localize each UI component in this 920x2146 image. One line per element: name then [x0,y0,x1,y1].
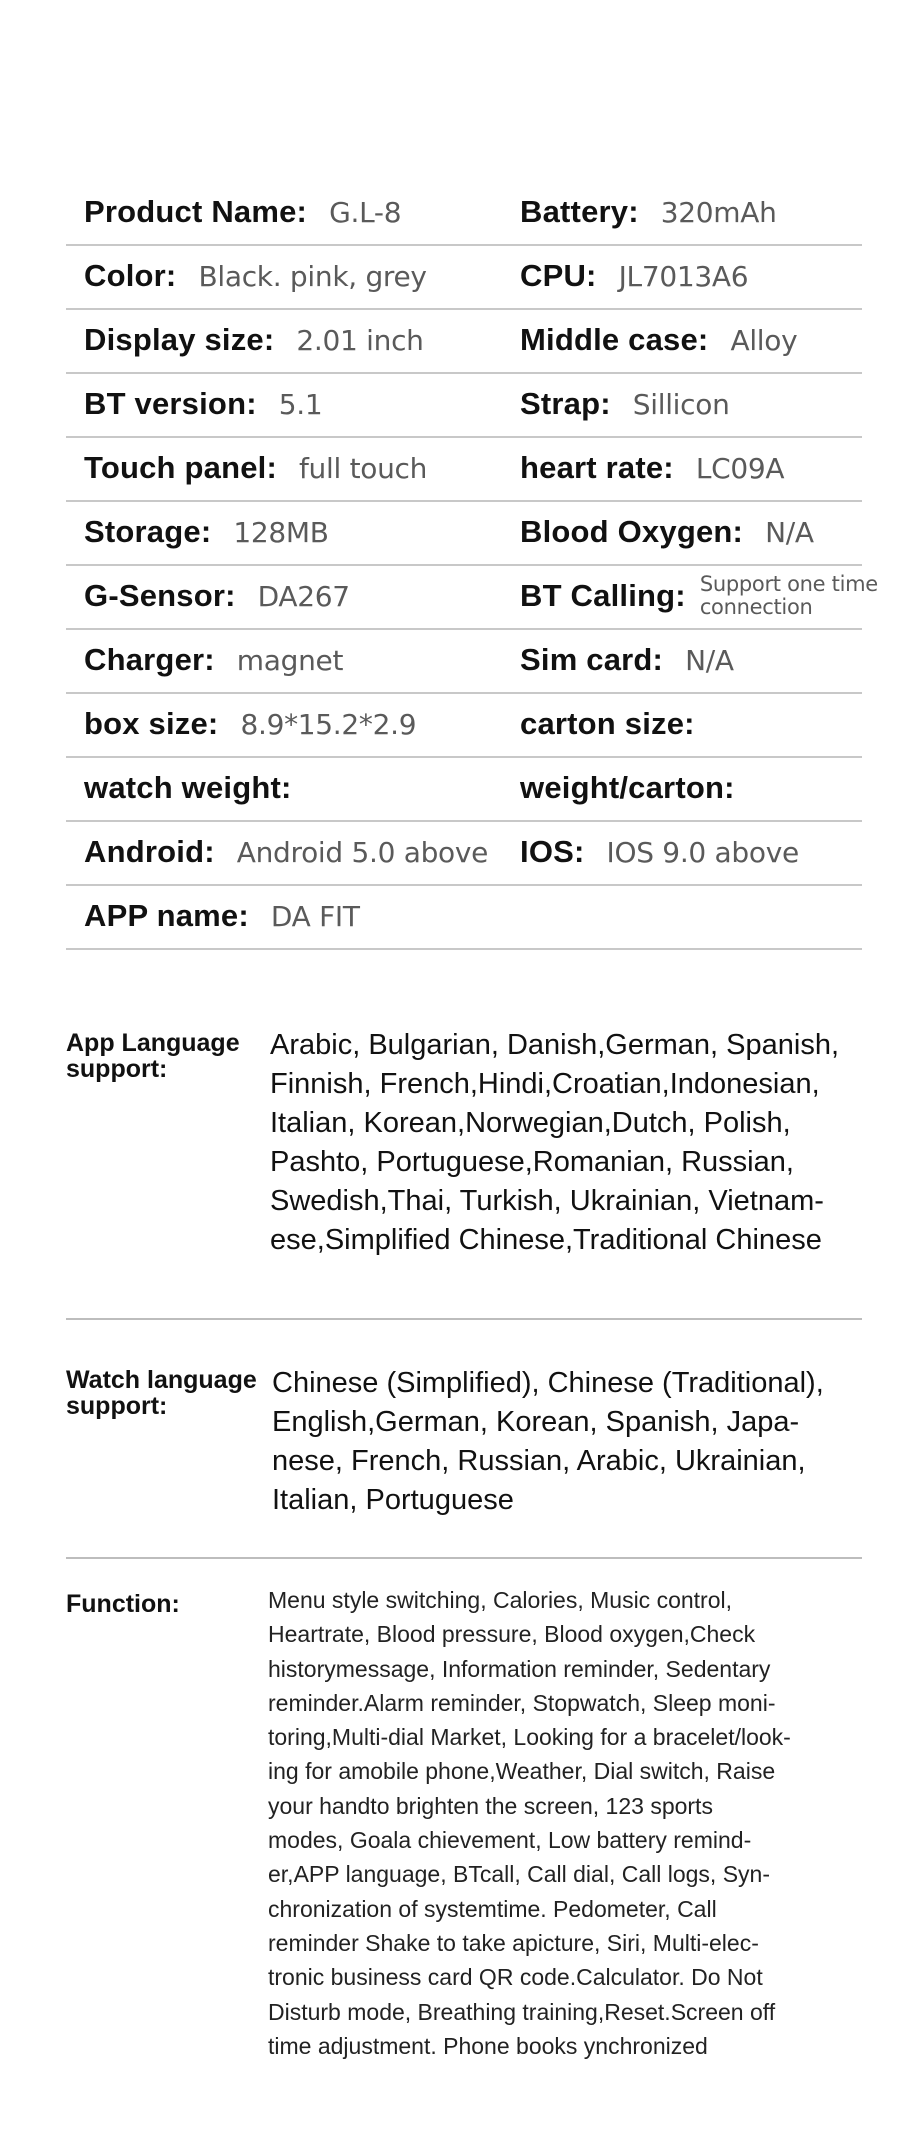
spec-value: full touch [299,451,428,485]
spec-row [66,756,862,822]
spec-label: Product Name: [84,194,308,229]
spec-value: JL7013A6 [618,259,749,293]
spec-label: Storage: [84,514,212,549]
spec-value: IOS 9.0 above [606,835,799,869]
app-language-line: Swedish,Thai, Turkish, Ukrainian, Vietnam- [270,1185,824,1217]
app-language-divider [66,1318,862,1320]
watch-language-line: English,German, Korean, Spanish, Japa- [272,1406,800,1438]
function-list [268,1583,791,2063]
spec-cell-left [84,244,427,308]
function-line: historymessage, Information reminder, Sedentary [268,1655,771,1682]
app-language-line: Pashto, Portuguese,Romanian, Russian, [270,1146,794,1178]
spec-row [66,244,862,310]
function-line: Disturb mode, Breathing training,Reset.Screen off [268,1998,776,2025]
spec-label: Battery: [520,194,639,229]
app-language-line: ese,Simplified Chinese,Traditional Chinese [270,1224,822,1256]
spec-row [66,500,862,566]
spec-label: Charger: [84,642,215,677]
spec-row [66,692,862,758]
spec-label: Sim card: [520,642,664,677]
spec-cell-right [520,628,734,692]
spec-label: Android: [84,834,215,869]
spec-cell-left [84,564,350,628]
spec-value: Black. pink, grey [198,259,427,293]
spec-label: APP name: [84,898,249,933]
function-line: er,APP language, BTcall, Call dial, Call logs, Syn- [268,1861,771,1888]
spec-value: N/A [685,643,734,677]
spec-label: carton size: [520,706,695,741]
spec-cell-right [520,820,799,884]
spec-label: Blood Oxygen: [520,514,744,549]
spec-cell-right [520,500,814,564]
spec-row [66,308,862,374]
spec-cell-right [520,756,735,820]
spec-cell-left [84,436,427,500]
spec-label: Middle case: [520,322,709,357]
function-section [66,1583,862,2083]
app-language-label-line2: support: [66,1055,168,1083]
watch-language-section [66,1367,862,1547]
spec-label: BT Calling: [520,578,686,613]
spec-value: G.L-8 [329,195,402,229]
spec-cell-left [84,628,343,692]
function-line: Menu style switching, Calories, Music control, [268,1587,732,1613]
spec-cell-left [84,820,488,884]
spec-cell-right [520,308,797,372]
spec-cell-right [520,244,748,308]
function-line: tronic business card QR code.Calculator. Do Not [268,1964,763,1991]
spec-value: DA FIT [270,899,360,933]
function-line: reminder.Alarm reminder, Stopwatch, Sleep moni- [268,1689,776,1716]
function-line: your handto brighten the screen, 123 sports [268,1792,713,1819]
app-language-line: Finnish, French,Hindi,Croatian,Indonesian, [270,1068,820,1100]
spec-row [66,564,878,630]
watch-language-label [66,1367,257,1419]
spec-value: Android 5.0 above [236,835,489,869]
spec-cell-left [84,692,416,756]
app-language-list [270,1026,839,1260]
spec-cell-left [84,756,292,820]
app-language-section [66,1030,862,1290]
spec-row [66,436,862,502]
function-line: Heartrate, Blood pressure, Blood oxygen,Check [268,1621,756,1648]
watch-language-line: Chinese (Simplified), Chinese (Traditional), [272,1367,824,1399]
function-line: toring,Multi-dial Market, Looking for a bracelet/look- [268,1724,791,1751]
spec-label: G-Sensor: [84,578,236,613]
app-language-line: Italian, Korean,Norwegian,Dutch, Polish, [270,1107,791,1139]
function-line: time adjustment. Phone books ynchronized [268,2032,708,2059]
spec-value: Alloy [730,323,798,357]
app-language-label [66,1030,240,1082]
spec-label: watch weight: [84,770,292,805]
spec-label: Display size: [84,322,275,357]
spec-row [66,372,862,438]
spec-cell-right [520,692,695,756]
spec-cell-right [520,180,777,244]
spec-label: Touch panel: [84,450,277,485]
watch-language-list [272,1364,824,1520]
spec-cell-left [84,308,424,372]
spec-label: heart rate: [520,450,674,485]
spec-label: IOS: [520,834,585,869]
spec-value: 320mAh [660,195,777,229]
spec-value: Sillicon [632,387,730,421]
spec-value: 128MB [233,515,329,549]
spec-value: magnet [236,643,344,677]
spec-cell-left [84,372,322,436]
spec-label: CPU: [520,258,597,293]
spec-cell-right [520,564,890,628]
function-line: modes, Goala chievement, Low battery remind- [268,1827,752,1854]
watch-language-label-line2: support: [66,1392,168,1420]
spec-cell-right [520,372,730,436]
spec-value: Support one time connection [699,572,878,619]
spec-label: weight/carton: [520,770,735,805]
watch-language-divider [66,1557,862,1559]
spec-row [66,884,862,950]
spec-cell-left [84,180,401,244]
watch-language-label-line1: Watch language [66,1366,257,1394]
spec-label: box size: [84,706,219,741]
app-language-label-line1: App Language [66,1029,240,1057]
function-label: Function: [66,1590,180,1618]
app-language-line: Arabic, Bulgarian, Danish,German, Spanish, [270,1029,840,1061]
spec-value: 2.01 inch [296,323,424,357]
spec-label: Color: [84,258,177,293]
spec-value: 8.9*15.2*2.9 [240,707,417,741]
watch-language-line: nese, French, Russian, Arabic, Ukrainian, [272,1445,806,1477]
spec-cell-left [84,884,360,948]
spec-value: DA267 [257,579,350,613]
spec-value: 5.1 [278,387,323,421]
spec-value: LC09A [695,451,785,485]
watch-language-line: Italian, Portuguese [272,1484,514,1516]
spec-label: Strap: [520,386,611,421]
spec-row [66,628,862,694]
spec-row [66,180,862,246]
spec-value: N/A [765,515,814,549]
function-line: ing for amobile phone,Weather, Dial switch, Raise [268,1758,776,1785]
function-line: chronization of systemtime. Pedometer, Call [268,1895,717,1922]
spec-cell-left [84,500,329,564]
spec-label: BT version: [84,386,257,421]
spec-cell-right [520,436,784,500]
spec-row [66,820,862,886]
function-line: reminder Shake to take apicture, Siri, Multi-elec- [268,1929,759,1956]
